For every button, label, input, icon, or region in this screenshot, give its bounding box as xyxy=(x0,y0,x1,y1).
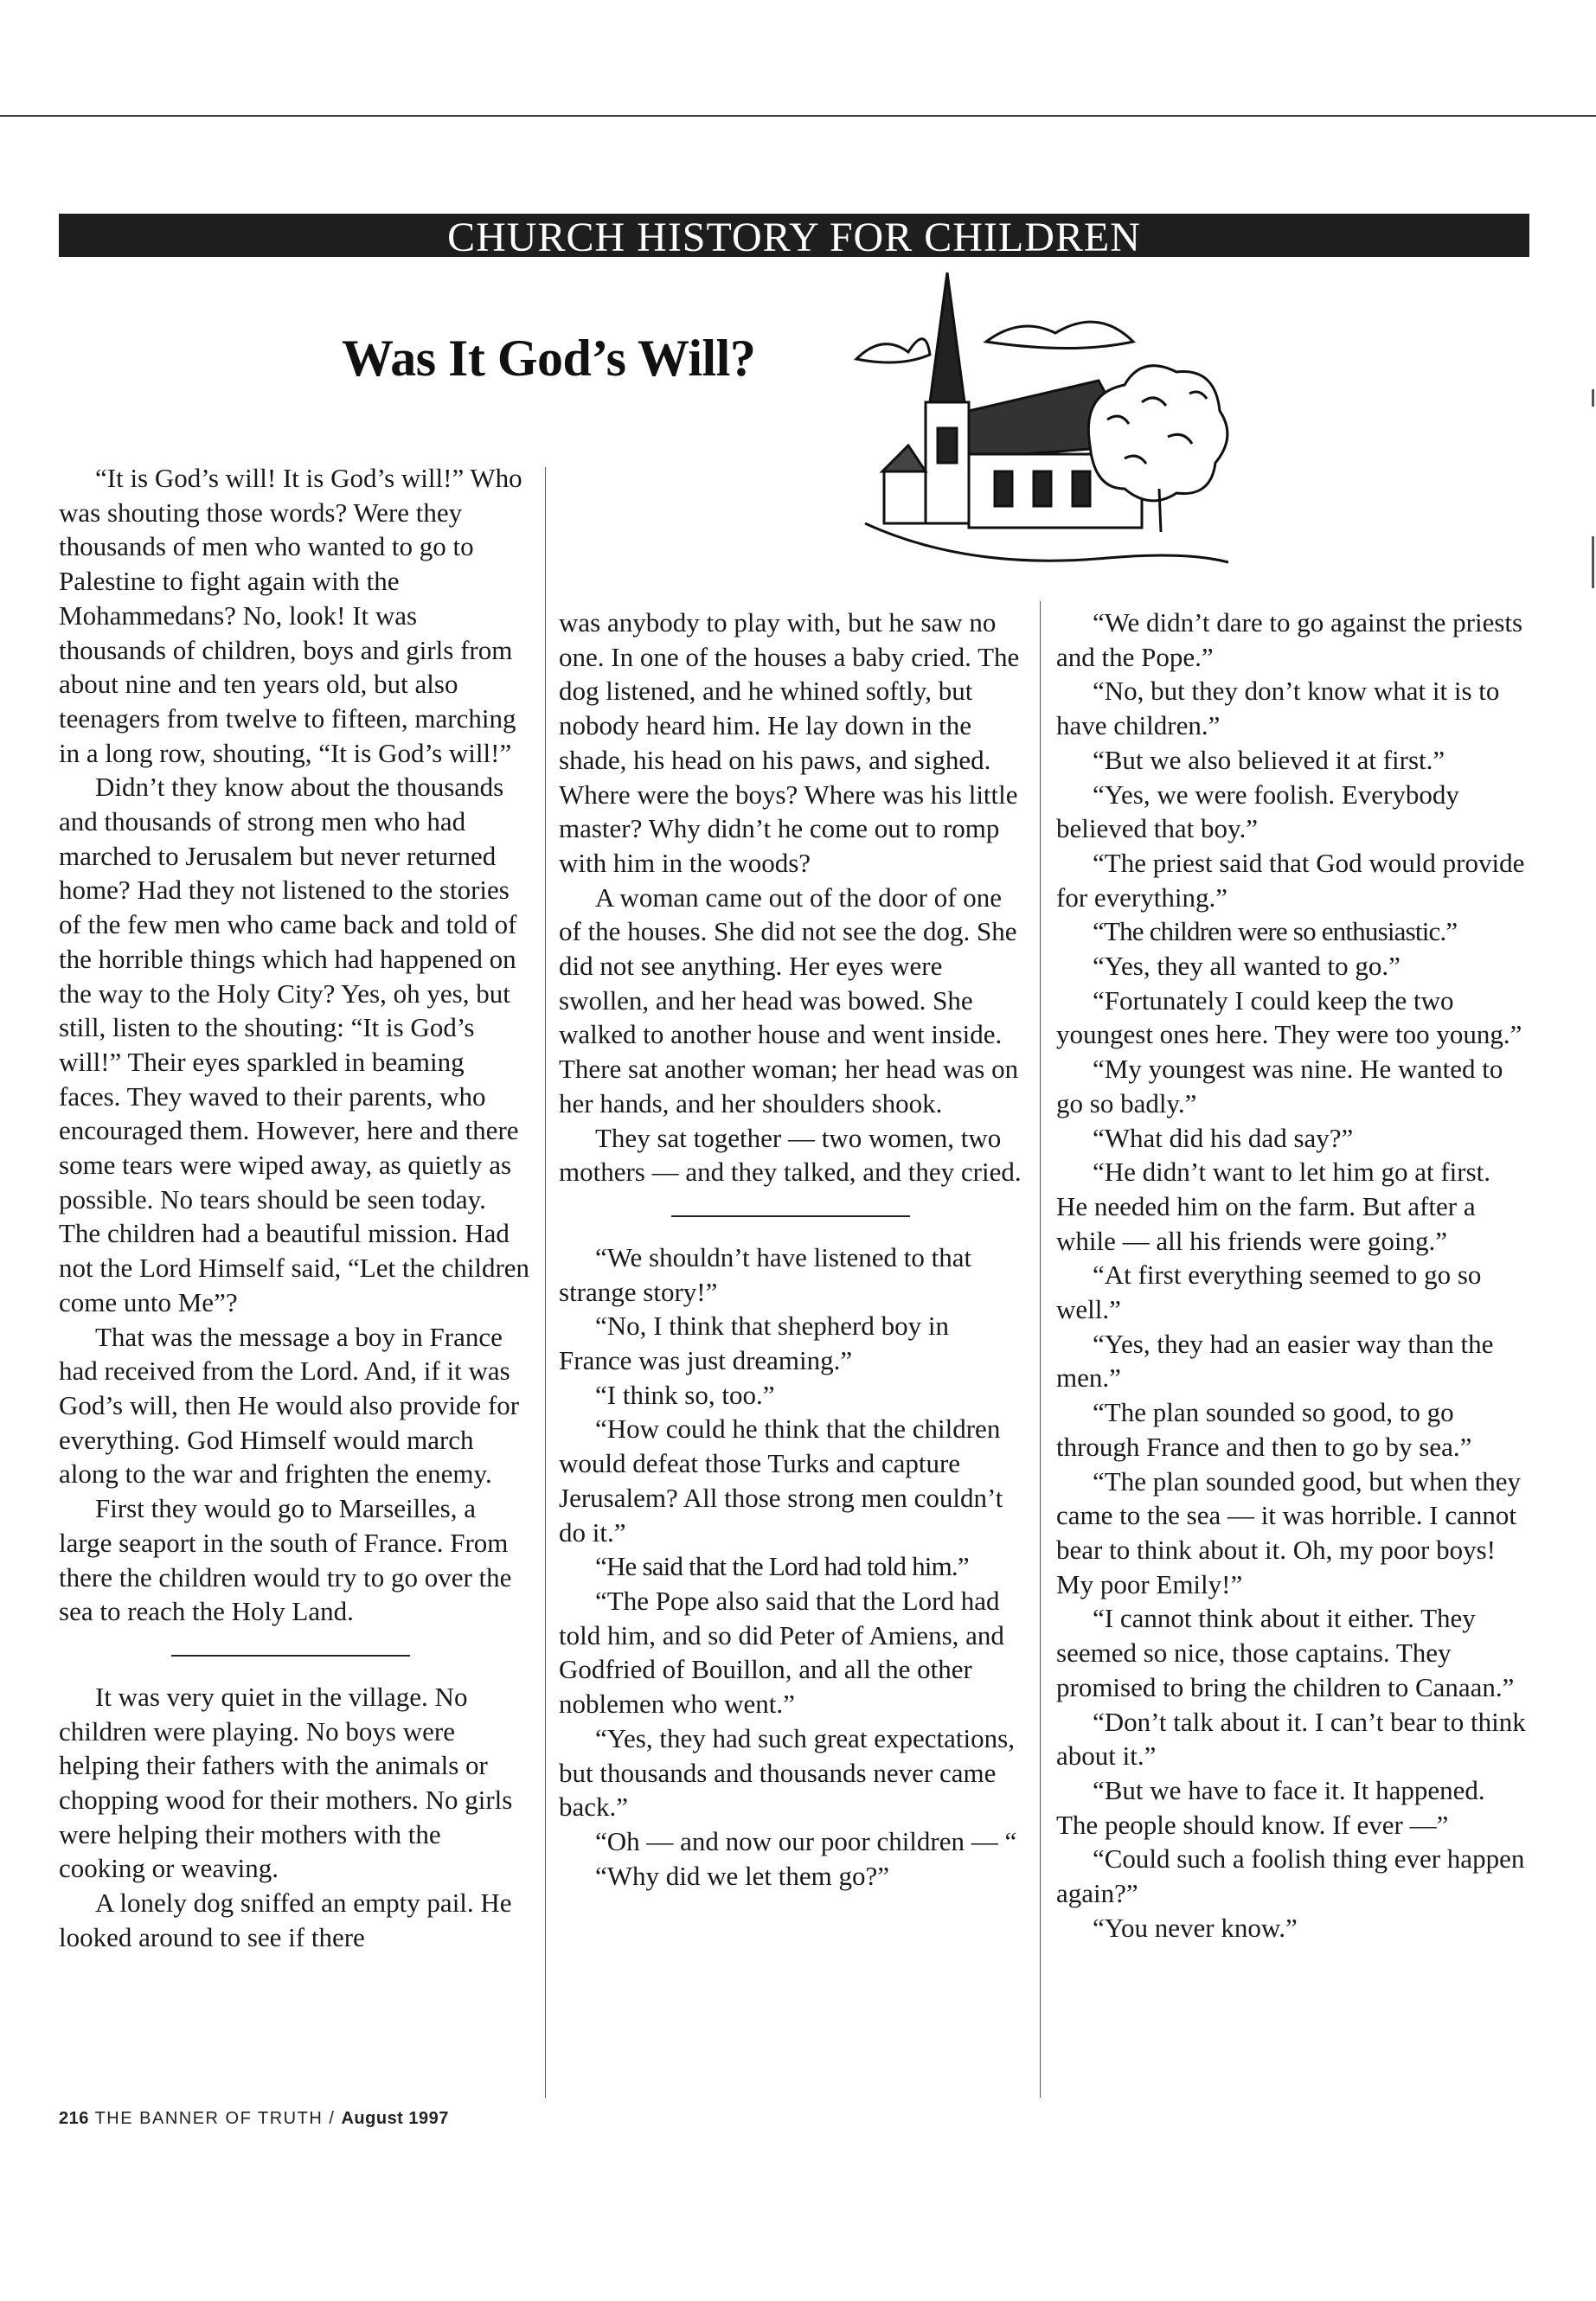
paragraph: “What did his dad say?” xyxy=(1093,1122,1354,1153)
column-2 xyxy=(559,606,1026,1893)
paragraph: “We didn’t dare to go against the priests and the Pope.” xyxy=(1056,607,1523,672)
paragraph: “You never know.” xyxy=(1093,1912,1298,1943)
paragraph: “I cannot think about it either. They seemed so nice, those captains. They promised to bring the children to Canaan.” xyxy=(1056,1603,1515,1702)
paragraph: “Yes, they all wanted to go.” xyxy=(1093,951,1401,982)
scan-edge-mark xyxy=(1592,389,1594,407)
paragraph: “But we also believed it at first.” xyxy=(1093,744,1445,775)
paragraph: “We shouldn’t have listened to that strange story!” xyxy=(559,1241,972,1307)
page-number: 216 xyxy=(59,2109,89,2128)
section-divider xyxy=(671,1215,910,1217)
paragraph: “The priest said that God would provide for everything.” xyxy=(1056,847,1525,913)
paragraph: They sat together — two women, two mothers — and they talked, and they cried. xyxy=(559,1122,1022,1188)
column-3 xyxy=(1056,606,1528,1945)
column-rule-1 xyxy=(545,467,546,2098)
column-rule-2 xyxy=(1040,601,1041,2098)
cloud xyxy=(856,339,930,362)
paragraph: “Yes, they had an easier way than the men.” xyxy=(1056,1328,1494,1394)
ground-line xyxy=(865,523,1228,562)
issue-date: August 1997 xyxy=(341,2109,449,2128)
footer-separator: / xyxy=(329,2109,336,2128)
paragraph: “The plan sounded good, but when they came to the sea — it was horrible. I cannot bear to think about it. Oh, my poor boys! My poor Emily!” xyxy=(1056,1465,1522,1599)
paragraph: “Why did we let them go?” xyxy=(595,1860,890,1891)
paragraph: “Could such a foolish thing ever happen again?” xyxy=(1056,1843,1525,1909)
article-title: Was It God’s Will? xyxy=(342,330,756,387)
paragraph: “He said that the Lord had told him.” xyxy=(595,1551,969,1582)
paragraph: “I think so, too.” xyxy=(595,1379,775,1410)
paragraph: “Don’t talk about it. I can’t bear to think about it.” xyxy=(1056,1706,1526,1772)
paragraph: “Fortunately I could keep the two youngest ones here. They were too young.” xyxy=(1056,984,1522,1050)
paragraph: A woman came out of the door of one of the houses. She did not see the dog. She did not see anything. Her eyes were swollen, and her head was bowed. She walked to another house and went inside. There sat another woman; her head was on her hands, and her shoulders shook. xyxy=(559,881,1019,1118)
paragraph: “My youngest was nine. He wanted to go so badly.” xyxy=(1056,1054,1503,1118)
column-1 xyxy=(59,461,530,1955)
paragraph: It was very quiet in the village. No children were playing. No boys were helping their fathers with the animals or chopping wood for their mothers. No girls were helping their mothers with the cooking or weaving. xyxy=(59,1681,513,1884)
church-illustration xyxy=(848,272,1241,571)
spire xyxy=(930,272,965,402)
paragraph: “The plan sounded so good, to go through France and then to go by sea.” xyxy=(1056,1397,1472,1462)
section-banner: CHURCH HISTORY FOR CHILDREN xyxy=(59,214,1529,257)
paragraph: “At first everything seemed to go so well.” xyxy=(1056,1259,1482,1325)
paragraph: “It is God’s will! It is God’s will!” Who was shouting those words? Were they thousands of men who wanted to go to Palestine to fight again with the Mohammedans? No, look! It was thousands of children, boys and girls from about nine and ten years old, but also teenagers from twelve to fifteen, marching in a long row, shouting, “It is God’s will!” xyxy=(59,463,522,768)
section-divider xyxy=(171,1655,410,1657)
paragraph: “Oh — and now our poor children — “ xyxy=(595,1825,1017,1856)
top-rule xyxy=(0,115,1596,117)
paragraph: “Yes, we were foolish. Everybody believed that boy.” xyxy=(1056,779,1459,844)
paragraph: That was the message a boy in France had received from the Lord. And, if it was God’s will, then He would also provide for everything. God Himself would march along to the war and frighten the enemy. xyxy=(59,1321,520,1490)
paragraph: “But we have to face it. It happened. The people should know. If ever —” xyxy=(1056,1774,1485,1840)
paragraph: Didn’t they know about the thousands and thousands of strong men who had marched to Jerusalem but never returned home? Had they not listened to the stories of the few men who came back and told of the horrible things which had happened on the way to the Holy City? Yes, oh yes, but still, listen to the shouting: “It is God’s will!” Their eyes sparkled in beaming faces. They waved to their parents, who encouraged them. However, here and there some tears were wiped away, as quietly as possible. No tears should be seen today. The children had a beautiful mission. Had not the Lord Himself said, “Let the children come unto Me”? xyxy=(59,772,530,1317)
paragraph: was anybody to play with, but he saw no one. In one of the houses a baby cried. The dog listened, and he whined softly, but nobody heard him. He lay down in the shade, his head on his paws, and sighed. Where were the boys? Where was his little master? Why didn’t he come out to romp with him in the woods? xyxy=(559,607,1020,878)
paragraph: “The Pope also said that the Lord had told him, and so did Peter of Amiens, and Godfried of Bouillon, and all the other noblemen who went.” xyxy=(559,1585,1004,1720)
paragraph: “The children were so enthusiastic.” xyxy=(1093,916,1458,947)
paragraph: “How could he think that the children would defeat those Turks and capture Jerusalem? All those strong men couldn’t do it.” xyxy=(559,1413,1003,1548)
page-footer xyxy=(59,2109,449,2129)
paragraph: First they would go to Marseilles, a large seaport in the south of France. From there the children would try to go over the sea to reach the Holy Land. xyxy=(59,1493,512,1627)
paragraph: “No, but they don’t know what it is to have children.” xyxy=(1056,676,1500,741)
paragraph: “Yes, they had such great expectations, but thousands and thousands never came back.” xyxy=(559,1722,1015,1823)
publication-name: THE BANNER OF TRUTH xyxy=(94,2109,324,2128)
paragraph: A lonely dog sniffed an empty pail. He looked around to see if there xyxy=(59,1888,512,1952)
paragraph: “No, I think that shepherd boy in France was just dreaming.” xyxy=(559,1311,949,1376)
scan-edge-mark xyxy=(1592,536,1594,588)
paragraph: “He didn’t want to let him go at first. He needed him on the farm. But after a while — all his friends were going.” xyxy=(1056,1157,1491,1256)
tree xyxy=(1088,366,1227,501)
